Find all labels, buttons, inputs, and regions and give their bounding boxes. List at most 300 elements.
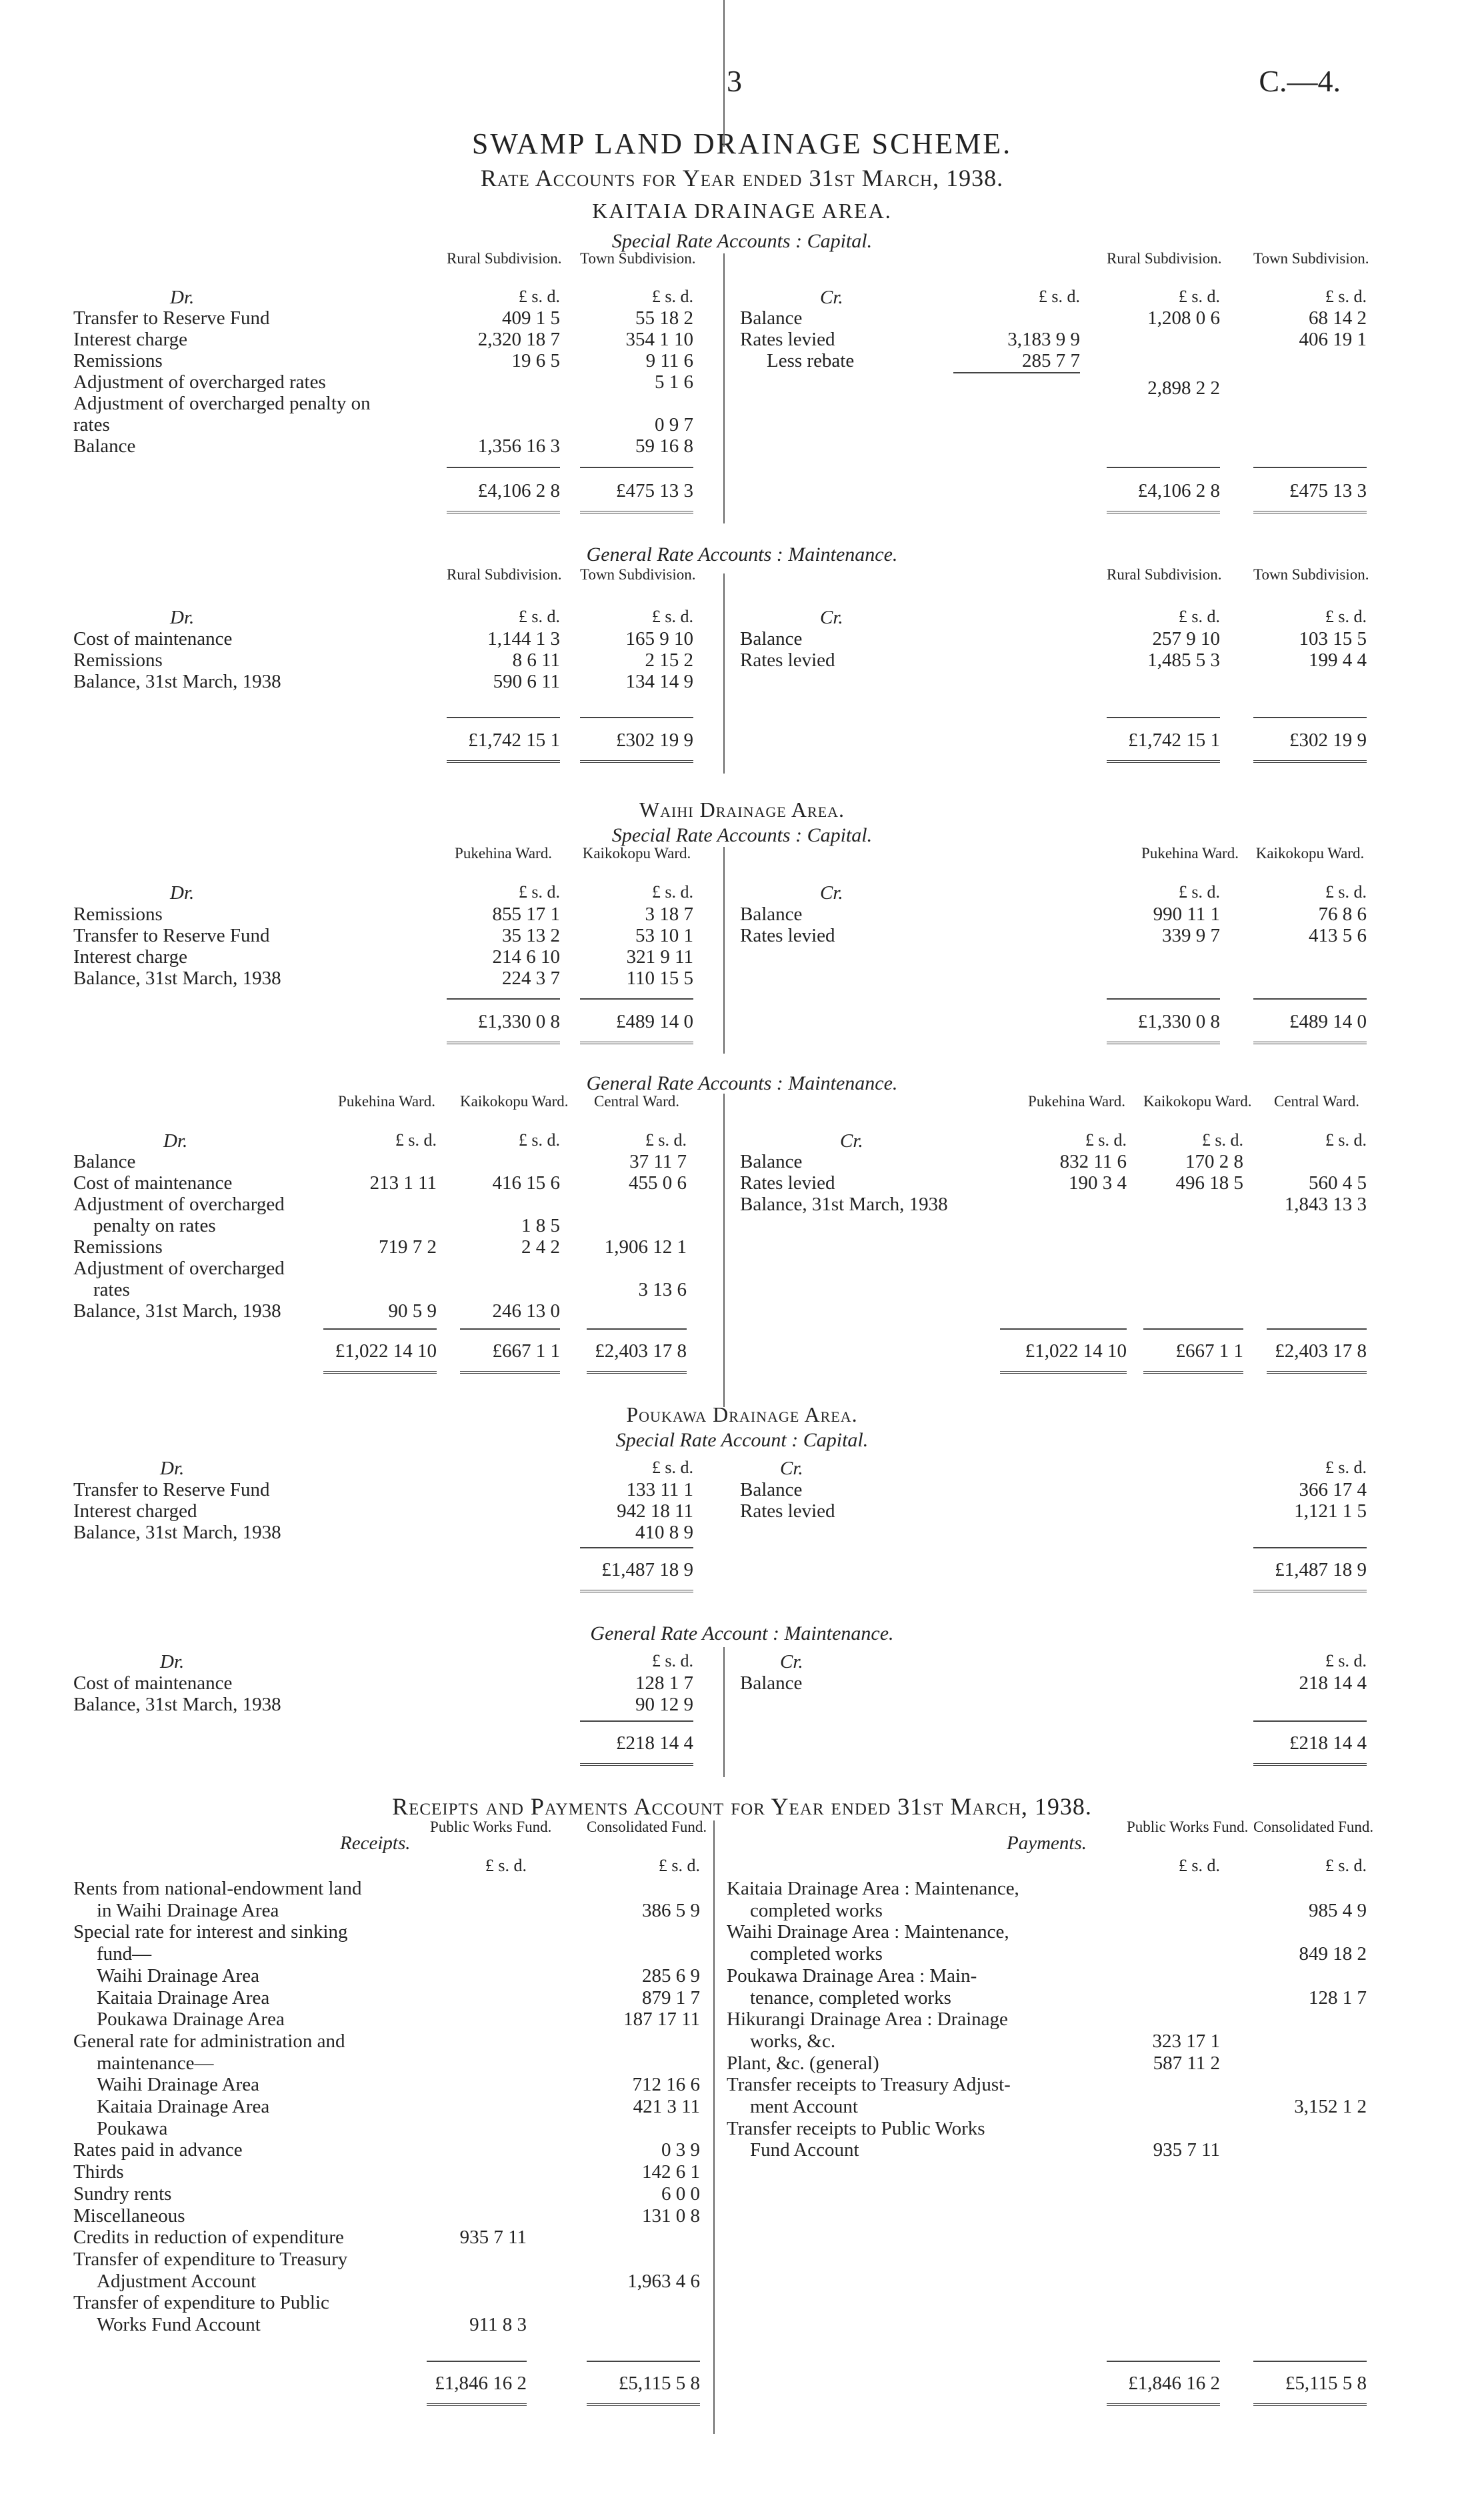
total-rule (1107, 467, 1220, 468)
total-amount: £5,115 5 8 (1285, 2373, 1367, 2394)
total-amount: £4,106 2 8 (477, 480, 560, 501)
column-divider (723, 573, 725, 774)
lsd-header: £ s. d. (651, 1651, 693, 1670)
lsd-header: £ s. d. (1085, 1130, 1127, 1150)
amount: 5 1 6 (655, 371, 693, 393)
total-rule (323, 1328, 437, 1330)
amount: 19 6 5 (511, 350, 560, 371)
row-label: Adjustment of overcharged (73, 1194, 285, 1215)
amount: 3 13 6 (638, 1279, 687, 1300)
double-rule (580, 511, 693, 513)
lsd-header: £ s. d. (658, 1856, 700, 1875)
amount: 1 8 5 (521, 1215, 560, 1236)
column-divider (723, 1647, 725, 1777)
col-header-public-works: Public Works Fund. (1127, 1818, 1249, 1835)
double-rule (460, 1371, 560, 1374)
amount: 386 5 9 (642, 1899, 700, 1921)
row-label: rates (73, 414, 110, 435)
row-label: Kaitaia Drainage Area : Maintenance, (727, 1878, 1019, 1899)
amount: 37 11 7 (629, 1151, 687, 1172)
lsd-header: £ s. d. (645, 1130, 687, 1150)
document-subtitle: Rate Accounts for Year ended 31st March, 1938. (480, 165, 1004, 191)
double-rule (580, 760, 693, 763)
row-label: Rates levied (740, 1500, 835, 1522)
kaitaia-maintenance-heading: General Rate Accounts : Maintenance. (586, 543, 898, 565)
amount: 406 19 1 (1299, 329, 1367, 350)
cr-label: Cr. (820, 287, 843, 308)
row-label: Rates levied (740, 1172, 835, 1194)
kaitaia-capital-heading: Special Rate Accounts : Capital. (611, 230, 873, 252)
total-rule (1253, 998, 1367, 1000)
total-rule (1253, 467, 1367, 468)
double-rule (580, 1763, 693, 1766)
amount: 55 18 2 (635, 307, 693, 329)
amount: 354 1 10 (625, 329, 693, 350)
total-amount: £667 1 1 (492, 1340, 560, 1362)
row-label: completed works (750, 1943, 883, 1965)
amount: 985 4 9 (1309, 1899, 1367, 1921)
row-label: Interest charge (73, 329, 187, 350)
double-rule (1107, 511, 1220, 513)
amount: 935 7 11 (459, 2227, 527, 2249)
amount: 103 15 5 (1299, 628, 1367, 650)
total-rule (580, 1547, 693, 1548)
row-label: Credits in reduction of expenditure (73, 2227, 344, 2249)
total-amount: £2,403 17 8 (595, 1340, 687, 1362)
row-label: Transfer of expenditure to Treasury (73, 2248, 348, 2270)
row-label: fund— (97, 1943, 152, 1965)
col-header-rural: Rural Subdivision. (1107, 566, 1222, 583)
total-amount: £1,487 18 9 (1275, 1559, 1367, 1580)
amount: 214 6 10 (492, 946, 560, 968)
row-label: Poukawa (97, 2117, 168, 2139)
lsd-header: £ s. d. (1325, 882, 1367, 902)
amount: 224 3 7 (502, 968, 560, 989)
lsd-header: £ s. d. (1325, 1651, 1367, 1670)
lsd-header: £ s. d. (1325, 1856, 1367, 1875)
col-header-kaikokopu: Kaikokopu Ward. (1143, 1093, 1252, 1110)
amount: 590 6 11 (493, 671, 560, 692)
row-label: Transfer to Reserve Fund (73, 925, 270, 946)
lsd-header: £ s. d. (1178, 882, 1220, 902)
lsd-header: £ s. d. (1201, 1130, 1243, 1150)
amount: 1,485 5 3 (1147, 650, 1220, 671)
col-header-kaikokopu: Kaikokopu Ward. (460, 1093, 569, 1110)
amount: 76 8 6 (1318, 904, 1367, 925)
col-header-town: Town Subdivision. (580, 250, 696, 267)
row-label: in Waihi Drainage Area (97, 1899, 279, 1921)
amount: 2 4 2 (521, 1236, 560, 1258)
amount: 321 9 11 (626, 946, 693, 968)
cr-label: Cr. (840, 1130, 863, 1152)
amount: 218 14 4 (1299, 1672, 1367, 1694)
total-rule (447, 998, 560, 1000)
double-rule (1143, 1371, 1243, 1374)
amount: 560 4 5 (1309, 1172, 1367, 1194)
amount: 213 1 11 (369, 1172, 437, 1194)
double-rule (1253, 2403, 1367, 2406)
lsd-header: £ s. d. (1038, 287, 1080, 306)
cr-label: Cr. (780, 1458, 803, 1479)
row-label: Poukawa Drainage Area : Main- (727, 1965, 977, 1987)
total-amount: £1,022 14 10 (335, 1340, 437, 1362)
lsd-header: £ s. d. (518, 287, 560, 306)
total-rule (1253, 1547, 1367, 1548)
row-label: ment Account (750, 2096, 858, 2117)
amount: 128 1 7 (635, 1672, 693, 1694)
total-amount: £489 14 0 (616, 1011, 693, 1032)
col-header-rural: Rural Subdivision. (447, 250, 562, 267)
total-rule (1107, 998, 1220, 1000)
amount: 587 11 2 (1153, 2052, 1220, 2074)
amount: 990 11 1 (1153, 904, 1220, 925)
row-label: Adjustment of overcharged penalty on (73, 393, 371, 414)
amount: 409 1 5 (502, 307, 560, 329)
row-label: Remissions (73, 904, 163, 925)
row-label: Poukawa Drainage Area (97, 2009, 285, 2031)
row-label: Balance (740, 1672, 803, 1694)
lsd-header: £ s. d. (651, 287, 693, 306)
amount: 285 6 9 (642, 1965, 700, 1987)
double-rule (427, 2403, 527, 2406)
row-label: Balance (740, 628, 803, 650)
amount: 9 11 6 (645, 350, 693, 371)
col-header-public-works: Public Works Fund. (430, 1818, 552, 1835)
row-label: Remissions (73, 650, 163, 671)
lsd-header: £ s. d. (1325, 1458, 1367, 1477)
double-rule (1107, 1042, 1220, 1044)
lsd-header: £ s. d. (1325, 287, 1367, 306)
total-rule (460, 1328, 560, 1330)
total-rule (580, 717, 693, 718)
col-header-central: Central Ward. (593, 1093, 680, 1110)
total-rule (1143, 1328, 1243, 1330)
amount: 68 14 2 (1309, 307, 1367, 329)
amount: 170 2 8 (1185, 1151, 1243, 1172)
total-rule (1253, 1720, 1367, 1722)
double-rule (1253, 1042, 1367, 1044)
double-rule (587, 1371, 687, 1374)
row-label: Kaitaia Drainage Area (97, 2096, 270, 2117)
amount: 712 16 6 (632, 2074, 700, 2096)
amount: 110 15 5 (626, 968, 693, 989)
row-label: Balance, 31st March, 1938 (73, 671, 281, 692)
row-label: Rates levied (740, 329, 835, 350)
row-label: Transfer to Reserve Fund (73, 1479, 270, 1500)
row-label: Adjustment Account (97, 2270, 257, 2292)
total-rule (1253, 2361, 1367, 2362)
total-amount: £218 14 4 (1289, 1732, 1367, 1754)
amount: 879 1 7 (642, 1987, 700, 2009)
amount: 719 7 2 (379, 1236, 437, 1258)
amount: 1,963 4 6 (627, 2270, 700, 2292)
document-reference: C.—4. (1259, 64, 1341, 98)
col-header-pukehina: Pukehina Ward. (338, 1093, 435, 1110)
row-label: Balance, 31st March, 1938 (740, 1194, 948, 1215)
row-label: Remissions (73, 1236, 163, 1258)
double-rule (1107, 2403, 1220, 2406)
row-label: Transfer of expenditure to Public (73, 2292, 329, 2314)
row-label: Adjustment of overcharged rates (73, 371, 326, 393)
row-label: Less rebate (767, 350, 855, 371)
col-header-town: Town Subdivision. (1253, 566, 1369, 583)
lsd-header: £ s. d. (651, 607, 693, 626)
subtotal-rule (953, 372, 1080, 373)
column-divider (723, 847, 725, 1054)
amount: 90 5 9 (388, 1300, 437, 1322)
col-header-consolidated: Consolidated Fund. (587, 1818, 707, 1835)
amount: 496 18 5 (1175, 1172, 1243, 1194)
double-rule (1253, 511, 1367, 513)
dr-label: Dr. (170, 287, 195, 308)
row-label: Waihi Drainage Area : Maintenance, (727, 1921, 1009, 1943)
total-rule (587, 2361, 700, 2362)
payments-label: Payments. (1007, 1832, 1087, 1854)
document-title: SWAMP LAND DRAINAGE SCHEME. (471, 127, 1013, 160)
total-amount: £475 13 3 (1289, 480, 1367, 501)
waihi-area-heading: Waihi Drainage Area. (639, 798, 845, 822)
column-divider (723, 1094, 725, 1407)
lsd-header: £ s. d. (651, 1458, 693, 1477)
amount: 187 17 11 (623, 2009, 700, 2031)
amount: 855 17 1 (492, 904, 560, 925)
amount: 6 0 0 (661, 2183, 700, 2205)
dr-label: Dr. (170, 607, 195, 628)
waihi-capital-heading: Special Rate Accounts : Capital. (611, 824, 873, 846)
dr-label: Dr. (160, 1651, 185, 1672)
total-rule (580, 1720, 693, 1722)
amount: 257 9 10 (1152, 628, 1220, 650)
receipts-label: Receipts. (340, 1832, 411, 1854)
amount: 8 6 11 (512, 650, 560, 671)
total-rule (1107, 717, 1220, 718)
double-rule (447, 1042, 560, 1044)
double-rule (323, 1371, 437, 1374)
row-label: Rates levied (740, 650, 835, 671)
total-rule (1107, 2361, 1220, 2362)
row-label: Transfer to Reserve Fund (73, 307, 270, 329)
lsd-header: £ s. d. (651, 882, 693, 902)
row-label: Balance, 31st March, 1938 (73, 968, 281, 989)
total-amount: £1,487 18 9 (601, 1559, 693, 1580)
amount: 1,843 13 3 (1284, 1194, 1367, 1215)
waihi-maintenance-heading: General Rate Accounts : Maintenance. (586, 1072, 898, 1094)
total-amount: £1,022 14 10 (1025, 1340, 1127, 1362)
dr-label: Dr. (170, 882, 195, 904)
row-label: Miscellaneous (73, 2205, 185, 2227)
row-label: Transfer receipts to Public Works (727, 2117, 985, 2139)
total-amount: £302 19 9 (616, 730, 693, 751)
col-header-town: Town Subdivision. (1253, 250, 1369, 267)
double-rule (587, 2403, 700, 2406)
amount: 134 14 9 (625, 671, 693, 692)
row-label: Balance (740, 1479, 803, 1500)
col-header-kaikokopu: Kaikokopu Ward. (582, 845, 691, 862)
row-label: works, &c. (750, 2030, 836, 2052)
row-label: Interest charge (73, 946, 187, 968)
double-rule (1253, 1590, 1367, 1592)
double-rule (447, 511, 560, 513)
row-label: Remissions (73, 350, 163, 371)
amount: 3,183 9 9 (1007, 329, 1080, 350)
amount: 165 9 10 (625, 628, 693, 650)
cr-label: Cr. (780, 1651, 803, 1672)
column-divider (713, 1820, 715, 2434)
amount: 128 1 7 (1309, 1987, 1367, 2009)
row-label: Hikurangi Drainage Area : Drainage (727, 2009, 1008, 2031)
col-header-pukehina: Pukehina Ward. (1141, 845, 1239, 862)
row-label: Sundry rents (73, 2183, 172, 2205)
amount: 35 13 2 (502, 925, 560, 946)
column-divider (723, 0, 725, 147)
total-amount: £218 14 4 (616, 1732, 693, 1754)
receipts-payments-heading: Receipts and Payments Account for Year ended 31st March, 1938. (392, 1793, 1092, 1820)
total-amount: £1,742 15 1 (468, 730, 560, 751)
amount: 59 16 8 (635, 435, 693, 457)
row-label: Interest charged (73, 1500, 197, 1522)
amount: 0 9 7 (655, 414, 693, 435)
amount: 246 13 0 (492, 1300, 560, 1322)
row-label: Balance, 31st March, 1938 (73, 1694, 281, 1715)
double-rule (1253, 1763, 1367, 1766)
dr-label: Dr. (160, 1458, 185, 1479)
row-label: Balance (740, 904, 803, 925)
row-label: Rents from national-endowment land (73, 1878, 362, 1899)
row-label: Balance, 31st March, 1938 (73, 1522, 281, 1543)
total-amount: £1,330 0 8 (1137, 1011, 1220, 1032)
amount: 455 0 6 (629, 1172, 687, 1194)
amount: 0 3 9 (661, 2139, 700, 2161)
column-divider (723, 253, 725, 523)
col-header-rural: Rural Subdivision. (1107, 250, 1222, 267)
col-header-town: Town Subdivision. (580, 566, 696, 583)
page-number: 3 (727, 64, 742, 98)
dr-label: Dr. (163, 1130, 188, 1152)
row-label: Thirds (73, 2161, 124, 2183)
col-header-kaikokopu: Kaikokopu Ward. (1255, 845, 1365, 862)
double-rule (580, 1042, 693, 1044)
amount: 1,208 0 6 (1147, 307, 1220, 329)
total-amount: £302 19 9 (1289, 730, 1367, 751)
row-label: Cost of maintenance (73, 628, 233, 650)
total-rule (447, 467, 560, 468)
row-label: Plant, &c. (general) (727, 2052, 879, 2074)
row-label: Balance (73, 1151, 136, 1172)
row-label: Works Fund Account (97, 2314, 261, 2335)
kaitaia-area-heading: KAITAIA DRAINAGE AREA. (592, 199, 892, 223)
total-amount: £489 14 0 (1289, 1011, 1367, 1032)
amount: 199 4 4 (1309, 650, 1367, 671)
amount: 3 18 7 (645, 904, 693, 925)
row-label: Balance (740, 1151, 803, 1172)
total-rule (1267, 1328, 1367, 1330)
total-rule (1253, 717, 1367, 718)
amount: 410 8 9 (635, 1522, 693, 1543)
col-header-pukehina: Pukehina Ward. (455, 845, 552, 862)
amount: 911 8 3 (469, 2314, 527, 2335)
amount: 142 6 1 (642, 2161, 700, 2183)
amount: 190 3 4 (1069, 1172, 1127, 1194)
total-rule (1000, 1328, 1127, 1330)
amount: 323 17 1 (1152, 2030, 1220, 2052)
amount: 1,356 16 3 (477, 435, 560, 457)
amount: 1,121 1 5 (1294, 1500, 1367, 1522)
row-label: Cost of maintenance (73, 1672, 233, 1694)
amount: 942 18 11 (617, 1500, 693, 1522)
lsd-header: £ s. d. (518, 882, 560, 902)
row-label: maintenance— (97, 2052, 214, 2074)
total-amount: £475 13 3 (616, 480, 693, 501)
total-rule (427, 2361, 527, 2362)
total-amount: £2,403 17 8 (1275, 1340, 1367, 1362)
lsd-header: £ s. d. (485, 1856, 527, 1875)
amount: 90 12 9 (635, 1694, 693, 1715)
total-amount: £4,106 2 8 (1137, 480, 1220, 501)
row-label: Kaitaia Drainage Area (97, 1987, 270, 2009)
poukawa-capital-heading: Special Rate Account : Capital. (615, 1429, 869, 1451)
amount: 2 15 2 (645, 650, 693, 671)
row-label: Cost of maintenance (73, 1172, 233, 1194)
lsd-header: £ s. d. (395, 1130, 437, 1150)
row-label: Balance, 31st March, 1938 (73, 1300, 281, 1322)
row-label: Adjustment of overcharged (73, 1258, 285, 1279)
row-label: Fund Account (750, 2139, 859, 2161)
amount: 53 10 1 (635, 925, 693, 946)
amount: 3,152 1 2 (1294, 2096, 1367, 2117)
total-rule (587, 1328, 687, 1330)
row-label: tenance, completed works (750, 1987, 951, 2009)
amount: 832 11 6 (1059, 1151, 1127, 1172)
cr-label: Cr. (820, 607, 843, 628)
row-label: penalty on rates (93, 1215, 216, 1236)
double-rule (1000, 1371, 1127, 1374)
lsd-header: £ s. d. (1325, 1130, 1367, 1150)
row-label: Rates paid in advance (73, 2139, 243, 2161)
amount: 131 0 8 (642, 2205, 700, 2227)
row-label: Waihi Drainage Area (97, 1965, 260, 1987)
total-amount: £667 1 1 (1175, 1340, 1243, 1362)
total-amount: £1,330 0 8 (477, 1011, 560, 1032)
row-label: General rate for administration and (73, 2030, 345, 2052)
amount: 416 15 6 (492, 1172, 560, 1194)
double-rule (447, 760, 560, 763)
col-header-pukehina: Pukehina Ward. (1028, 1093, 1125, 1110)
amount: 366 17 4 (1299, 1479, 1367, 1500)
total-rule (447, 717, 560, 718)
lsd-header: £ s. d. (518, 607, 560, 626)
amount: 421 3 11 (633, 2096, 700, 2117)
total-amount: £1,742 15 1 (1128, 730, 1220, 751)
row-label: Special rate for interest and sinking (73, 1921, 348, 1943)
cr-label: Cr. (820, 882, 843, 904)
row-label: Waihi Drainage Area (97, 2074, 260, 2096)
amount: 133 11 1 (626, 1479, 693, 1500)
amount: 2,320 18 7 (477, 329, 560, 350)
row-label: Balance (73, 435, 136, 457)
total-amount: £1,846 16 2 (435, 2373, 527, 2394)
amount: 285 7 7 (1022, 350, 1080, 371)
lsd-header: £ s. d. (1178, 287, 1220, 306)
row-label: rates (93, 1279, 130, 1300)
row-label: Transfer receipts to Treasury Adjust- (727, 2074, 1011, 2096)
lsd-header: £ s. d. (1325, 607, 1367, 626)
lsd-header: £ s. d. (1178, 607, 1220, 626)
row-label: Balance (740, 307, 803, 329)
lsd-header: £ s. d. (1178, 1856, 1220, 1875)
amount: 1,144 1 3 (487, 628, 560, 650)
total-amount: £5,115 5 8 (618, 2373, 700, 2394)
lsd-header: £ s. d. (518, 1130, 560, 1150)
